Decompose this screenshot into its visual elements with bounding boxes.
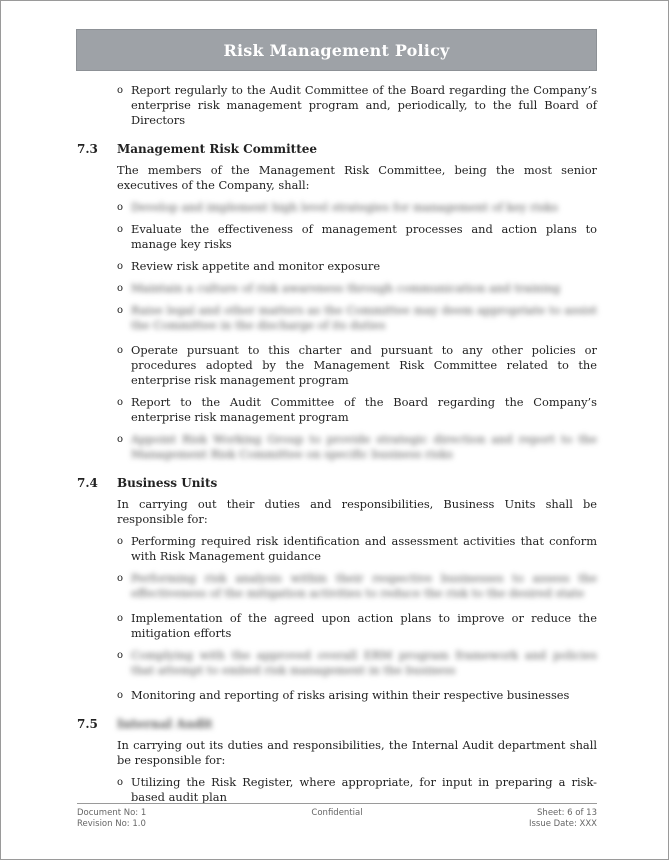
section-title: Management Risk Committee xyxy=(117,142,318,156)
section-heading-7-5 xyxy=(77,717,597,732)
bullet-symbol: o xyxy=(117,650,124,661)
bullet-symbol: o xyxy=(117,573,124,584)
list-item xyxy=(77,281,597,296)
document-number: Document No: 1 xyxy=(77,808,147,818)
bullet-symbol: o xyxy=(117,397,124,408)
document-body xyxy=(77,83,597,812)
bullet-symbol: o xyxy=(117,777,124,788)
list-item xyxy=(77,775,597,805)
section-number: 7.5 xyxy=(77,717,98,731)
section-heading-7-4 xyxy=(77,476,597,491)
section-intro: In carrying out their duties and responsibilities, Business Units shall be responsible for: xyxy=(117,497,597,526)
list-item xyxy=(77,688,597,703)
bullet-symbol: o xyxy=(117,85,124,96)
bullet-symbol: o xyxy=(117,690,124,701)
list-item xyxy=(77,534,597,564)
list-item xyxy=(77,571,597,601)
list-item xyxy=(77,83,597,128)
blurred-list-item-text: Performing risk analysis within their respective businesses to assess the effectiveness of the mitigation activities to reduce the risk to the desired state xyxy=(131,571,597,600)
blurred-list-item-text: Raise legal and other matters as the Committee may deem appropriate to assist the Committee in the discharge of its duties xyxy=(131,303,597,332)
bullet-symbol: o xyxy=(117,434,124,445)
list-item xyxy=(77,222,597,252)
list-item xyxy=(77,303,597,333)
page-footer xyxy=(77,803,597,830)
confidential-label: Confidential xyxy=(311,808,363,818)
list-item xyxy=(77,343,597,388)
list-item xyxy=(77,395,597,425)
list-item xyxy=(77,432,597,462)
sheet-number: Sheet: 6 of 13 xyxy=(537,808,597,818)
list-item-text: Review risk appetite and monitor exposure xyxy=(131,259,381,273)
bullet-symbol: o xyxy=(117,224,124,235)
section-number: 7.4 xyxy=(77,476,98,490)
bullet-symbol: o xyxy=(117,536,124,547)
page-title: Risk Management Policy xyxy=(223,40,450,60)
list-item-text: Utilizing the Risk Register, where appropriate, for input in preparing a risk-based audit plan xyxy=(131,775,597,804)
blurred-list-item-text: Develop and implement high level strategies for management of key risks xyxy=(131,200,558,214)
title-banner xyxy=(76,29,597,71)
list-item-text: Monitoring and reporting of risks arising within their respective businesses xyxy=(131,688,570,702)
issue-date: Issue Date: XXX xyxy=(528,819,597,829)
bullet-symbol: o xyxy=(117,202,124,213)
bullet-symbol: o xyxy=(117,283,124,294)
bullet-symbol: o xyxy=(117,261,124,272)
section-intro: The members of the Management Risk Committee, being the most senior executives of the Company, shall: xyxy=(117,163,597,192)
list-item-text: Performing required risk identification and assessment activities that conform with Risk Management guidance xyxy=(131,534,597,563)
blurred-list-item-text: Complying with the approved overall ERM program framework and policies that attempt to embed risk management in the business xyxy=(131,648,597,677)
list-item xyxy=(77,648,597,678)
list-item-text: Implementation of the agreed upon action plans to improve or reduce the mitigation efforts xyxy=(131,611,597,640)
section-title: Business Units xyxy=(117,476,218,490)
revision-number: Revision No: 1.0 xyxy=(77,819,146,829)
bullet-symbol: o xyxy=(117,613,124,624)
list-item-text: Report to the Audit Committee of the Board regarding the Company’s enterprise risk management program xyxy=(131,395,597,424)
list-item-text: Report regularly to the Audit Committee of the Board regarding the Company’s enterprise risk management program and, periodically, to the full Board of Directors xyxy=(131,83,597,127)
list-item-text: Evaluate the effectiveness of management processes and action plans to manage key risks xyxy=(131,222,597,251)
list-item xyxy=(77,259,597,274)
section-heading-7-3 xyxy=(77,142,597,157)
list-item-text: Operate pursuant to this charter and pursuant to any other policies or procedures adopted by the Management Risk Committee related to the enterprise risk management program xyxy=(131,343,597,387)
blurred-list-item-text: Maintain a culture of risk awareness through communication and training xyxy=(131,281,561,295)
bullet-symbol: o xyxy=(117,345,124,356)
list-item xyxy=(77,611,597,641)
list-item xyxy=(77,200,597,215)
blurred-list-item-text: Appoint Risk Working Group to provide strategic direction and report to the Management Risk Committee on specific business risks xyxy=(131,432,597,461)
section-intro: In carrying out its duties and responsibilities, the Internal Audit department shall be responsible for: xyxy=(117,738,597,767)
bullet-symbol: o xyxy=(117,305,124,316)
section-number: 7.3 xyxy=(77,142,98,156)
blurred-section-title: Internal Audit xyxy=(117,717,213,731)
